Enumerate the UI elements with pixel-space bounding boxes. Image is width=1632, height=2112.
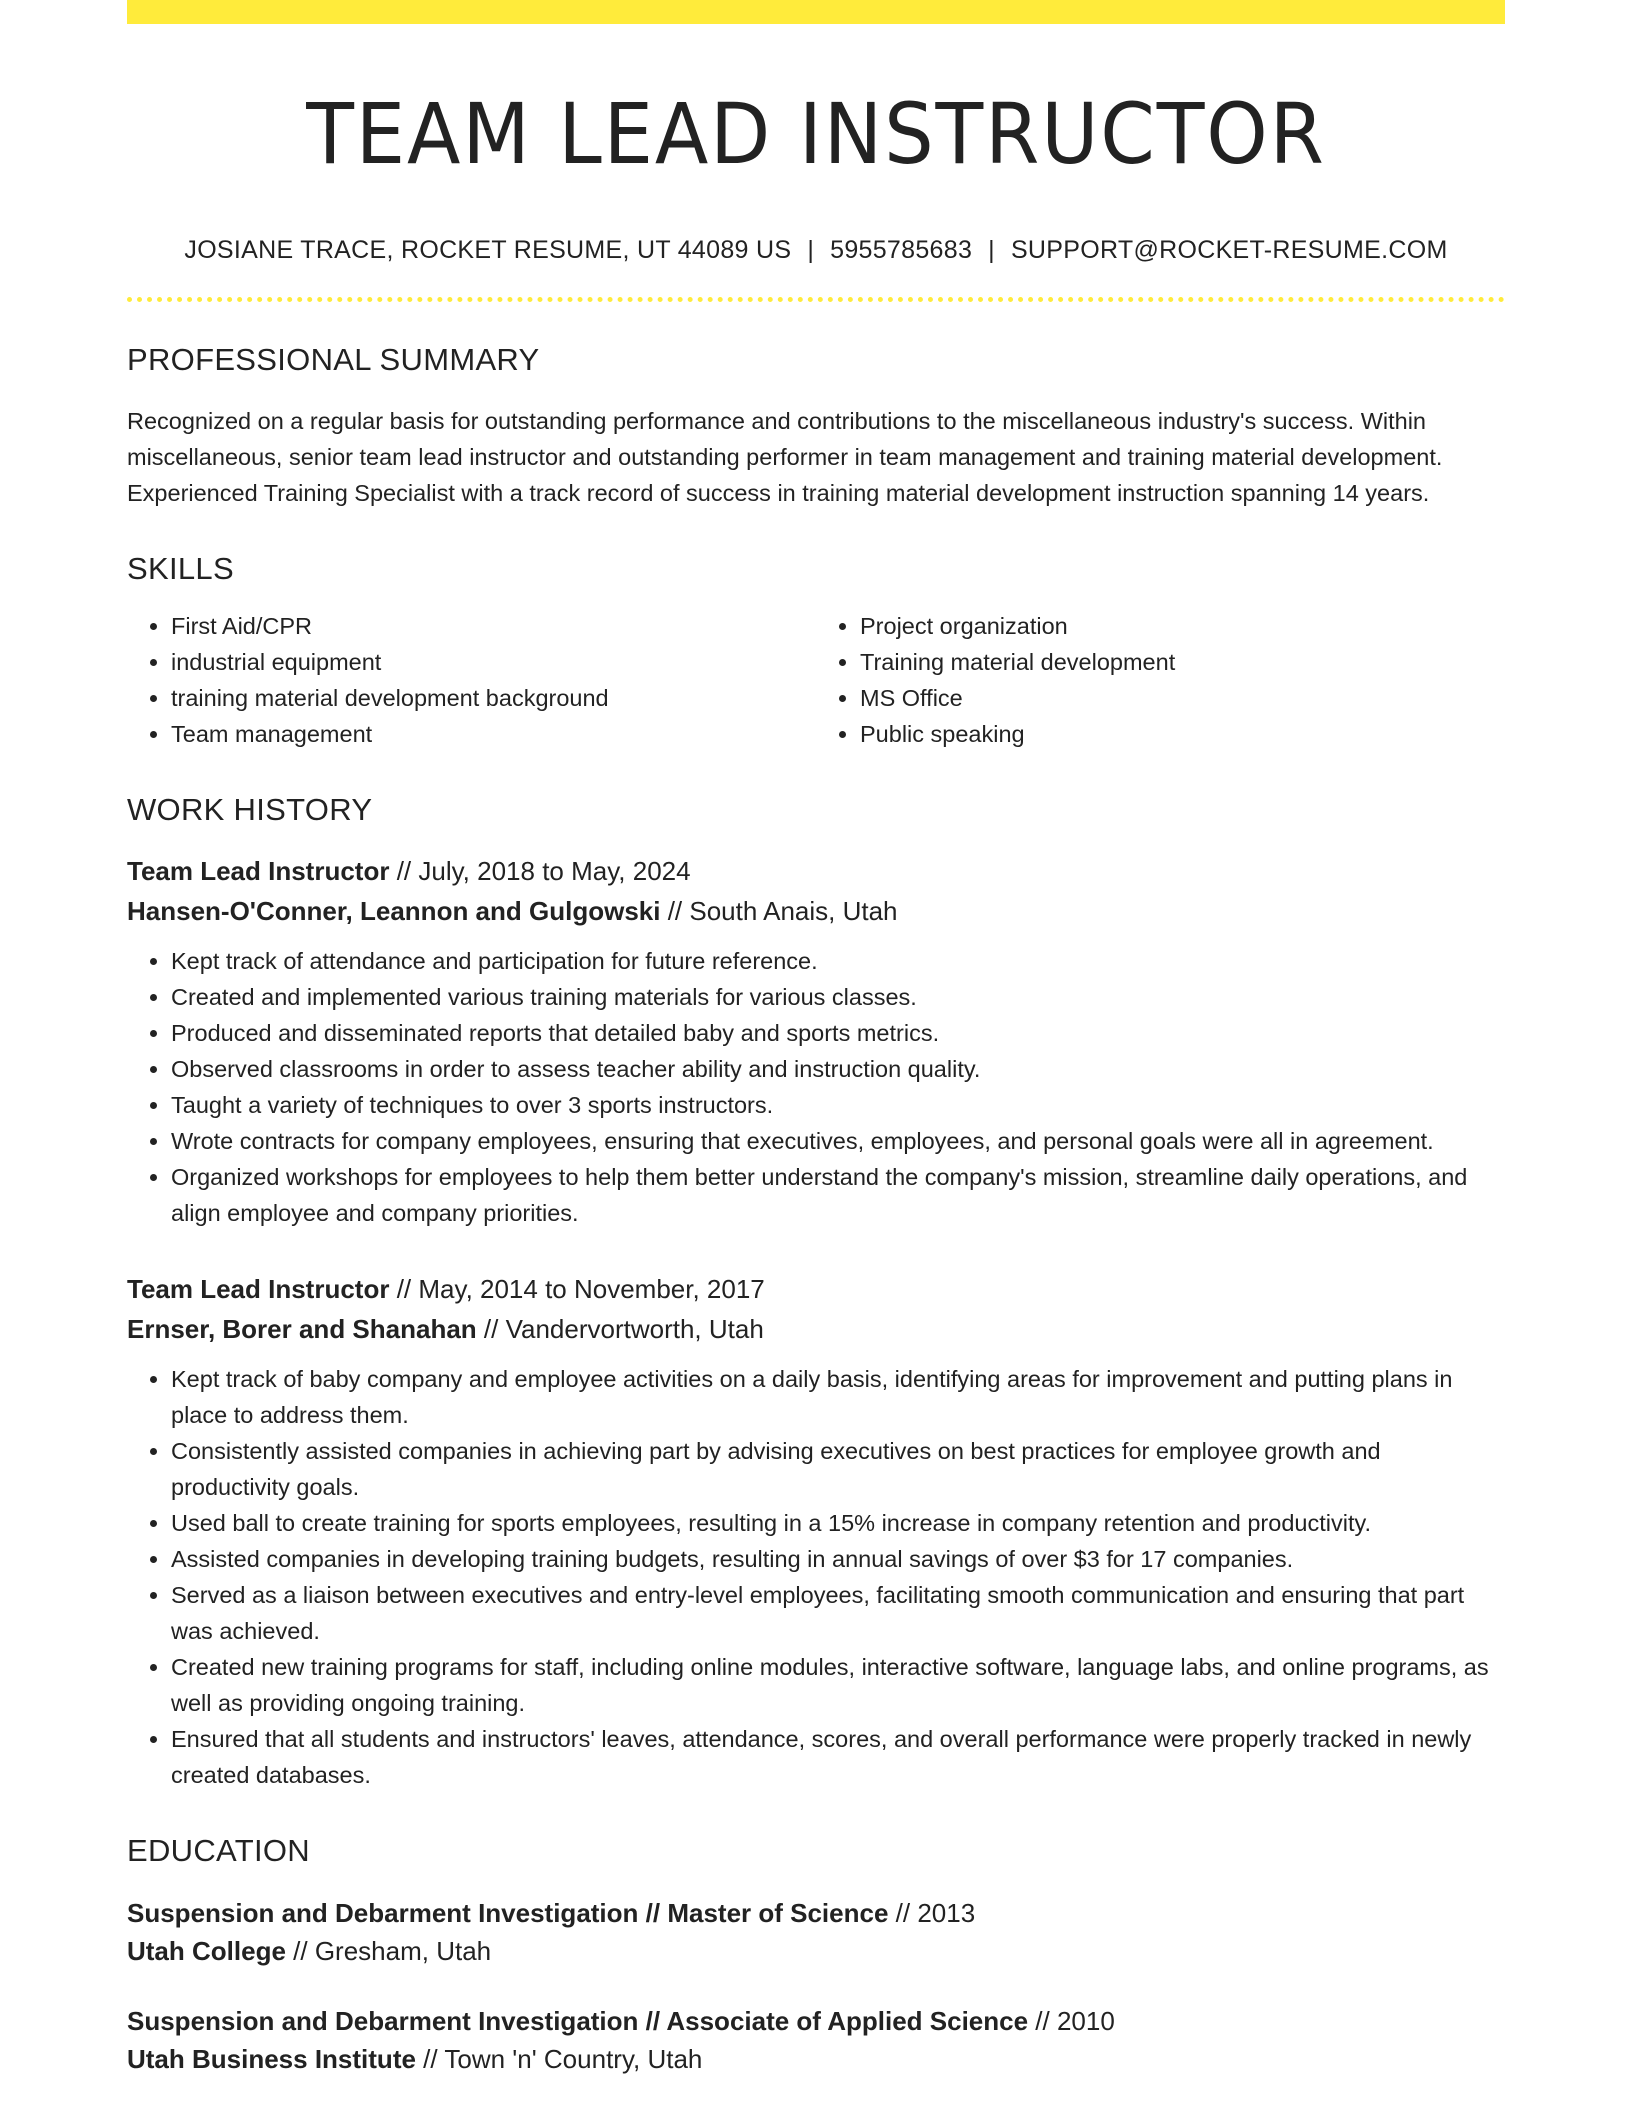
job-bullet: • Used ball to create training for sports employees, resulting in a 15% increase in company retention and productivity.	[171, 1505, 1505, 1541]
skill-item: • training material development background	[171, 680, 816, 716]
job-bullet: • Taught a variety of techniques to over 3 sports instructors.	[171, 1087, 1505, 1123]
skill-item: • Public speaking	[860, 716, 1505, 752]
job-bullet: • Produced and disseminated reports that detailed baby and sports metrics.	[171, 1015, 1505, 1051]
education-year: 2010	[1056, 2006, 1115, 2036]
skill-item: • Team management	[171, 716, 816, 752]
education-school-line: Utah Business Institute // Town 'n' Country, Utah	[127, 2044, 703, 2074]
skills-list-left	[127, 608, 816, 752]
job-location: South Anais, Utah	[689, 896, 898, 926]
job-bullet: • Created new training programs for staff, including online modules, interactive software, language labs, and online programs, as well as providing ongoing training.	[171, 1649, 1505, 1721]
education-field: Suspension and Debarment Investigation	[127, 1898, 639, 1928]
job-bullets	[127, 1361, 1505, 1793]
contact-separator: |	[807, 236, 815, 264]
job-bullet: • Kept track of baby company and employee activities on a daily basis, identifying areas for improvement and putting plans in place to address them.	[171, 1361, 1505, 1433]
education-degree-line: Suspension and Debarment Investigation // Associate of Applied Science // 2010	[127, 2006, 1115, 2036]
job-bullets	[127, 943, 1505, 1231]
job-company-line: Hansen-O'Conner, Leannon and Gulgowski // South Anais, Utah	[127, 896, 898, 926]
job-company: Hansen-O'Conner, Leannon and Gulgowski	[127, 896, 661, 926]
work-history-heading: WORK HISTORY	[127, 792, 373, 827]
education-school-line: Utah College // Gresham, Utah	[127, 1936, 492, 1966]
skill-item: • Training material development	[860, 644, 1505, 680]
contact-line	[127, 234, 1505, 266]
summary-heading: PROFESSIONAL SUMMARY	[127, 342, 540, 377]
job-bullet: • Organized workshops for employees to help them better understand the company's mission, streamline daily operations, and align employee and company priorities.	[171, 1159, 1505, 1231]
contact-address: JOSIANE TRACE, ROCKET RESUME, UT 44089 US	[184, 236, 792, 264]
education-year: 2013	[917, 1898, 976, 1928]
contact-email: SUPPORT@ROCKET-RESUME.COM	[1010, 236, 1448, 264]
summary-text: Recognized on a regular basis for outstanding performance and contributions to the miscellaneous industry's success. Within miscellaneous, senior team lead instructor and outstanding performer in team management and training material development. Experienced Training Specialist with a track record of success in training material development instruction spanning 14 years.	[127, 408, 1443, 506]
skill-item: • Project organization	[860, 608, 1505, 644]
accent-top-bar	[127, 0, 1505, 24]
job-bullet: • Ensured that all students and instructors' leaves, attendance, scores, and overall performance were properly tracked in newly created databases.	[171, 1721, 1505, 1793]
job-bullet: • Consistently assisted companies in achieving part by advising executives on best practices for employee growth and productivity goals.	[171, 1433, 1505, 1505]
job-bullet: • Served as a liaison between executives and entry-level employees, facilitating smooth communication and ensuring that part was achieved.	[171, 1577, 1505, 1649]
education-degree-line: Suspension and Debarment Investigation // Master of Science // 2013	[127, 1898, 976, 1928]
job-bullet: • Assisted companies in developing training budgets, resulting in annual savings of over $3 for 17 companies.	[171, 1541, 1505, 1577]
contact-separator: |	[988, 236, 995, 264]
education-location: Town 'n' Country, Utah	[444, 2044, 703, 2074]
job-location: Vandervortworth, Utah	[505, 1314, 764, 1344]
job-bullet: • Wrote contracts for company employees, ensuring that executives, employees, and personal goals were all in agreement.	[171, 1123, 1505, 1159]
job-bullet: • Observed classrooms in order to assess teacher ability and instruction quality.	[171, 1051, 1505, 1087]
job-title-line: Team Lead Instructor // July, 2018 to May, 2024	[127, 856, 691, 886]
education-degree: Master of Science	[667, 1898, 889, 1928]
education-entry	[127, 1894, 1505, 1970]
resume-title: TEAM LEAD INSTRUCTOR	[306, 85, 1326, 183]
education-heading: EDUCATION	[127, 1833, 310, 1868]
job-entry	[127, 1269, 1505, 1793]
job-title: Team Lead Instructor	[127, 1274, 390, 1304]
job-company: Ernser, Borer and Shanahan	[127, 1314, 477, 1344]
skill-item: • industrial equipment	[171, 644, 816, 680]
job-company-line: Ernser, Borer and Shanahan // Vandervortworth, Utah	[127, 1314, 764, 1344]
skills-list-right	[816, 608, 1505, 752]
job-dates: July, 2018 to May, 2024	[418, 856, 691, 886]
job-bullet: • Kept track of attendance and participation for future reference.	[171, 943, 1505, 979]
job-bullet: • Created and implemented various training materials for various classes.	[171, 979, 1505, 1015]
education-school: Utah College	[127, 1936, 286, 1966]
skills-columns	[127, 608, 1505, 752]
education-field: Suspension and Debarment Investigation	[127, 2006, 639, 2036]
education-degree: Associate of Applied Science	[666, 2006, 1029, 2036]
education-entry	[127, 2002, 1505, 2078]
job-title-line: Team Lead Instructor // May, 2014 to November, 2017	[127, 1274, 765, 1304]
contact-phone: 5955785683	[830, 236, 973, 264]
skill-item: • MS Office	[860, 680, 1505, 716]
skill-item: • First Aid/CPR	[171, 608, 816, 644]
dotted-divider	[127, 297, 1505, 302]
education-school: Utah Business Institute	[127, 2044, 416, 2074]
job-title: Team Lead Instructor	[127, 856, 390, 886]
skills-heading: SKILLS	[127, 551, 234, 586]
job-entry	[127, 851, 1505, 1231]
education-location: Gresham, Utah	[314, 1936, 492, 1966]
resume-page	[127, 0, 1505, 2078]
job-dates: May, 2014 to November, 2017	[418, 1274, 765, 1304]
